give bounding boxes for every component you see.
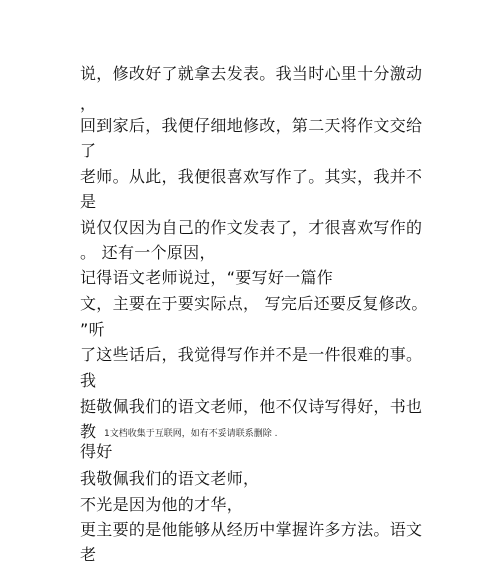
text-line: ， [80, 94, 97, 113]
text-line: 说，修改好了就拿去发表。我当时心里十分激动 [80, 64, 423, 83]
text-line: 了 [80, 141, 97, 160]
text-line: 得好 [80, 442, 113, 461]
text-line: 了这些话后，我觉得写作并不是一件很难的事。 [80, 345, 423, 364]
text-line: 老师。从此，我便很喜欢写作了。其实，我并不 [80, 167, 423, 186]
text-line: 挺敬佩我们的语文老师，他不仅诗写得好，书也 [80, 397, 423, 416]
text-line: 我 [80, 371, 97, 390]
text-line: 不光是因为他的才华， [80, 495, 244, 514]
text-line: 文，主要在于要实际点， 写完后还要反复修改。 [80, 294, 428, 313]
text-line: 。 还有一个原因， [80, 243, 216, 262]
text-line: 更主要的是他能够从经历中掌握许多方法。语文 [80, 520, 423, 539]
text-line: 我敬佩我们的语文老师， [80, 469, 260, 488]
footer-note: 1文档收集于互联网，如有不妥请联系删除 . [104, 429, 278, 439]
text-line: 说仅仅因为自己的作文发表了，才很喜欢写作的 [80, 218, 423, 237]
text-line: 教 [80, 422, 97, 441]
text-line: 是 [80, 192, 97, 211]
text-line: 回到家后，我便仔细地修改，第二天将作文交给 [80, 116, 423, 135]
text-line: ”听 [80, 320, 105, 339]
text-line: 老 [80, 545, 97, 564]
text-line: 记得语文老师说过，“要写好一篇作 [80, 268, 334, 287]
